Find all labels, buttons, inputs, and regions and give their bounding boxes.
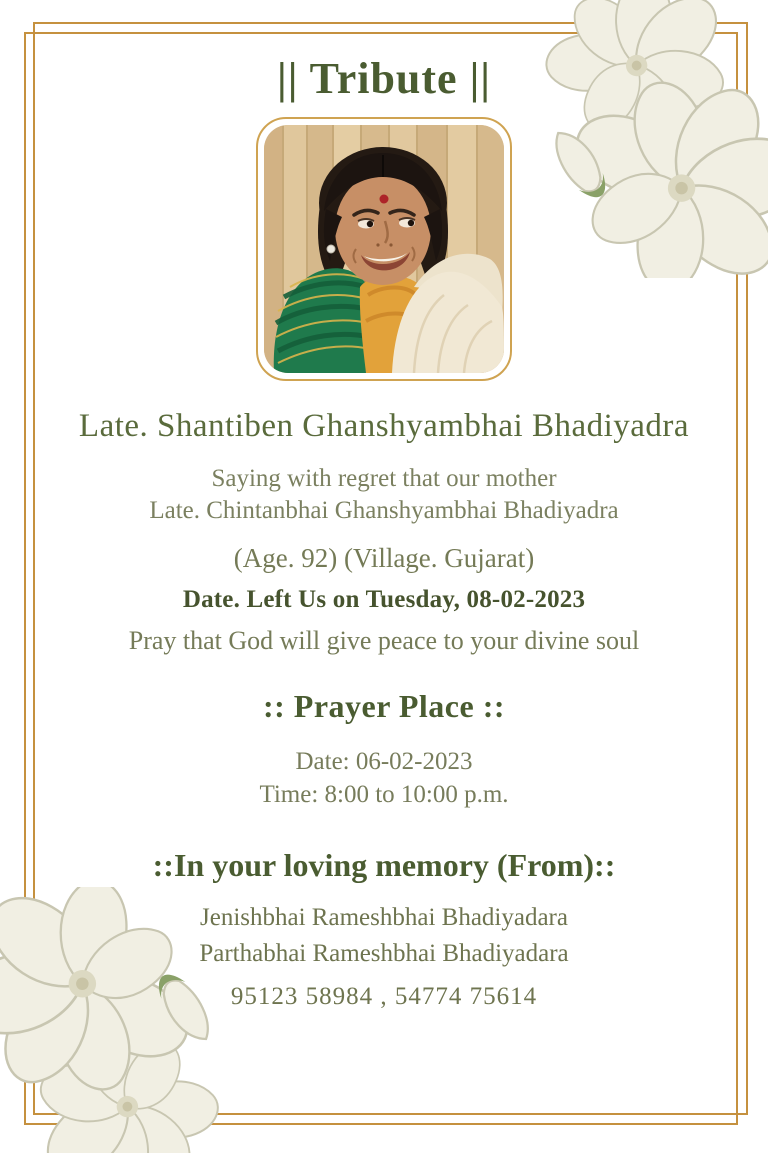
family-member-name: Parthabhai Rameshbhai Bhadiyadara (199, 940, 569, 968)
prayer-place-heading: :: Prayer Place :: (262, 688, 506, 725)
deceased-name: Late. Shantiben Ghanshyambhai Bhadiyadra (78, 407, 690, 444)
memory-names (0, 900, 768, 972)
age-village-line: (Age. 92) (Village. Gujarat) (233, 543, 535, 574)
prayer-time: Time: 8:00 to 10:00 p.m. (259, 781, 509, 809)
page-title: || Tribute || (277, 54, 491, 103)
photo-frame (256, 117, 512, 381)
mother-name-line: Late. Chintanbhai Ghanshyambhai Bhadiyadra (149, 497, 619, 525)
regret-line: Saying with regret that our mother (211, 465, 557, 493)
portrait-photo (264, 125, 504, 373)
blessing-line: Pray that God will give peace to your divine soul (128, 626, 640, 656)
contact-phone-numbers: 95123 58984 , 54774 75614 (230, 983, 538, 1011)
prayer-place-details (0, 745, 768, 811)
left-us-date-line: Date. Left Us on Tuesday, 08-02-2023 (182, 586, 586, 614)
family-member-name: Jenishbhai Rameshbhai Bhadiyadara (200, 904, 568, 932)
prayer-date: Date: 06-02-2023 (295, 748, 473, 776)
memory-heading: ::In your loving memory (From):: (152, 847, 616, 884)
